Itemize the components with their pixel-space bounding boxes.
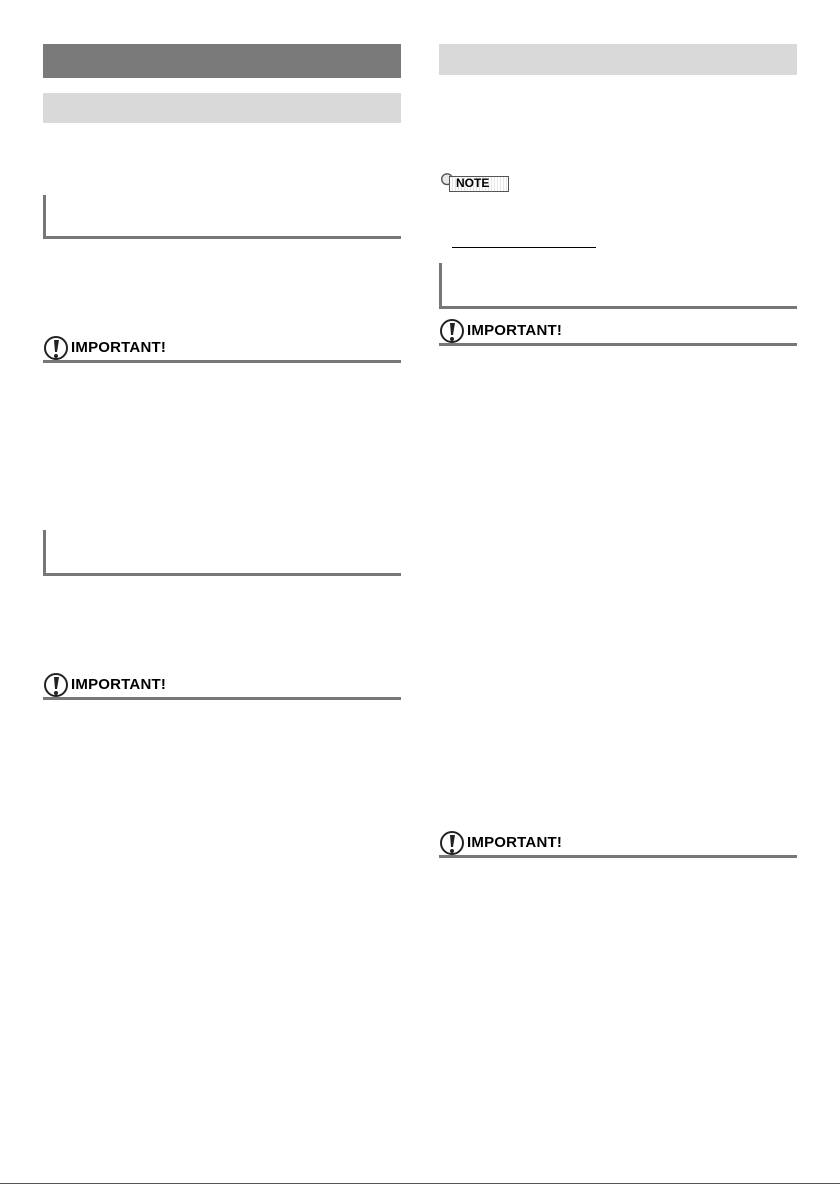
important-callout-3: [439, 316, 797, 346]
important-callout-2: [43, 670, 401, 700]
subsection-header: [43, 93, 401, 123]
section-header-dark: [43, 44, 401, 78]
important-label: IMPORTANT!: [71, 676, 167, 693]
note-label: NOTE: [456, 176, 490, 190]
important-callout-4: [439, 828, 797, 858]
link-underline: [452, 247, 596, 248]
important-label: IMPORTANT!: [467, 834, 563, 851]
subsection-box-1: [43, 195, 401, 239]
warning-pen-icon: [43, 672, 69, 698]
warning-pen-icon: [43, 335, 69, 361]
warning-pen-icon: [439, 318, 465, 344]
warning-pen-icon: [439, 830, 465, 856]
important-label: IMPORTANT!: [71, 339, 167, 356]
page-bottom-rule: [0, 1183, 840, 1184]
important-callout-1: [43, 333, 401, 363]
subsection-box-3: [439, 263, 797, 309]
subsection-box-2: [43, 530, 401, 576]
important-label: IMPORTANT!: [467, 322, 563, 339]
section-header-right: [439, 44, 797, 75]
note-callout: [439, 172, 519, 192]
